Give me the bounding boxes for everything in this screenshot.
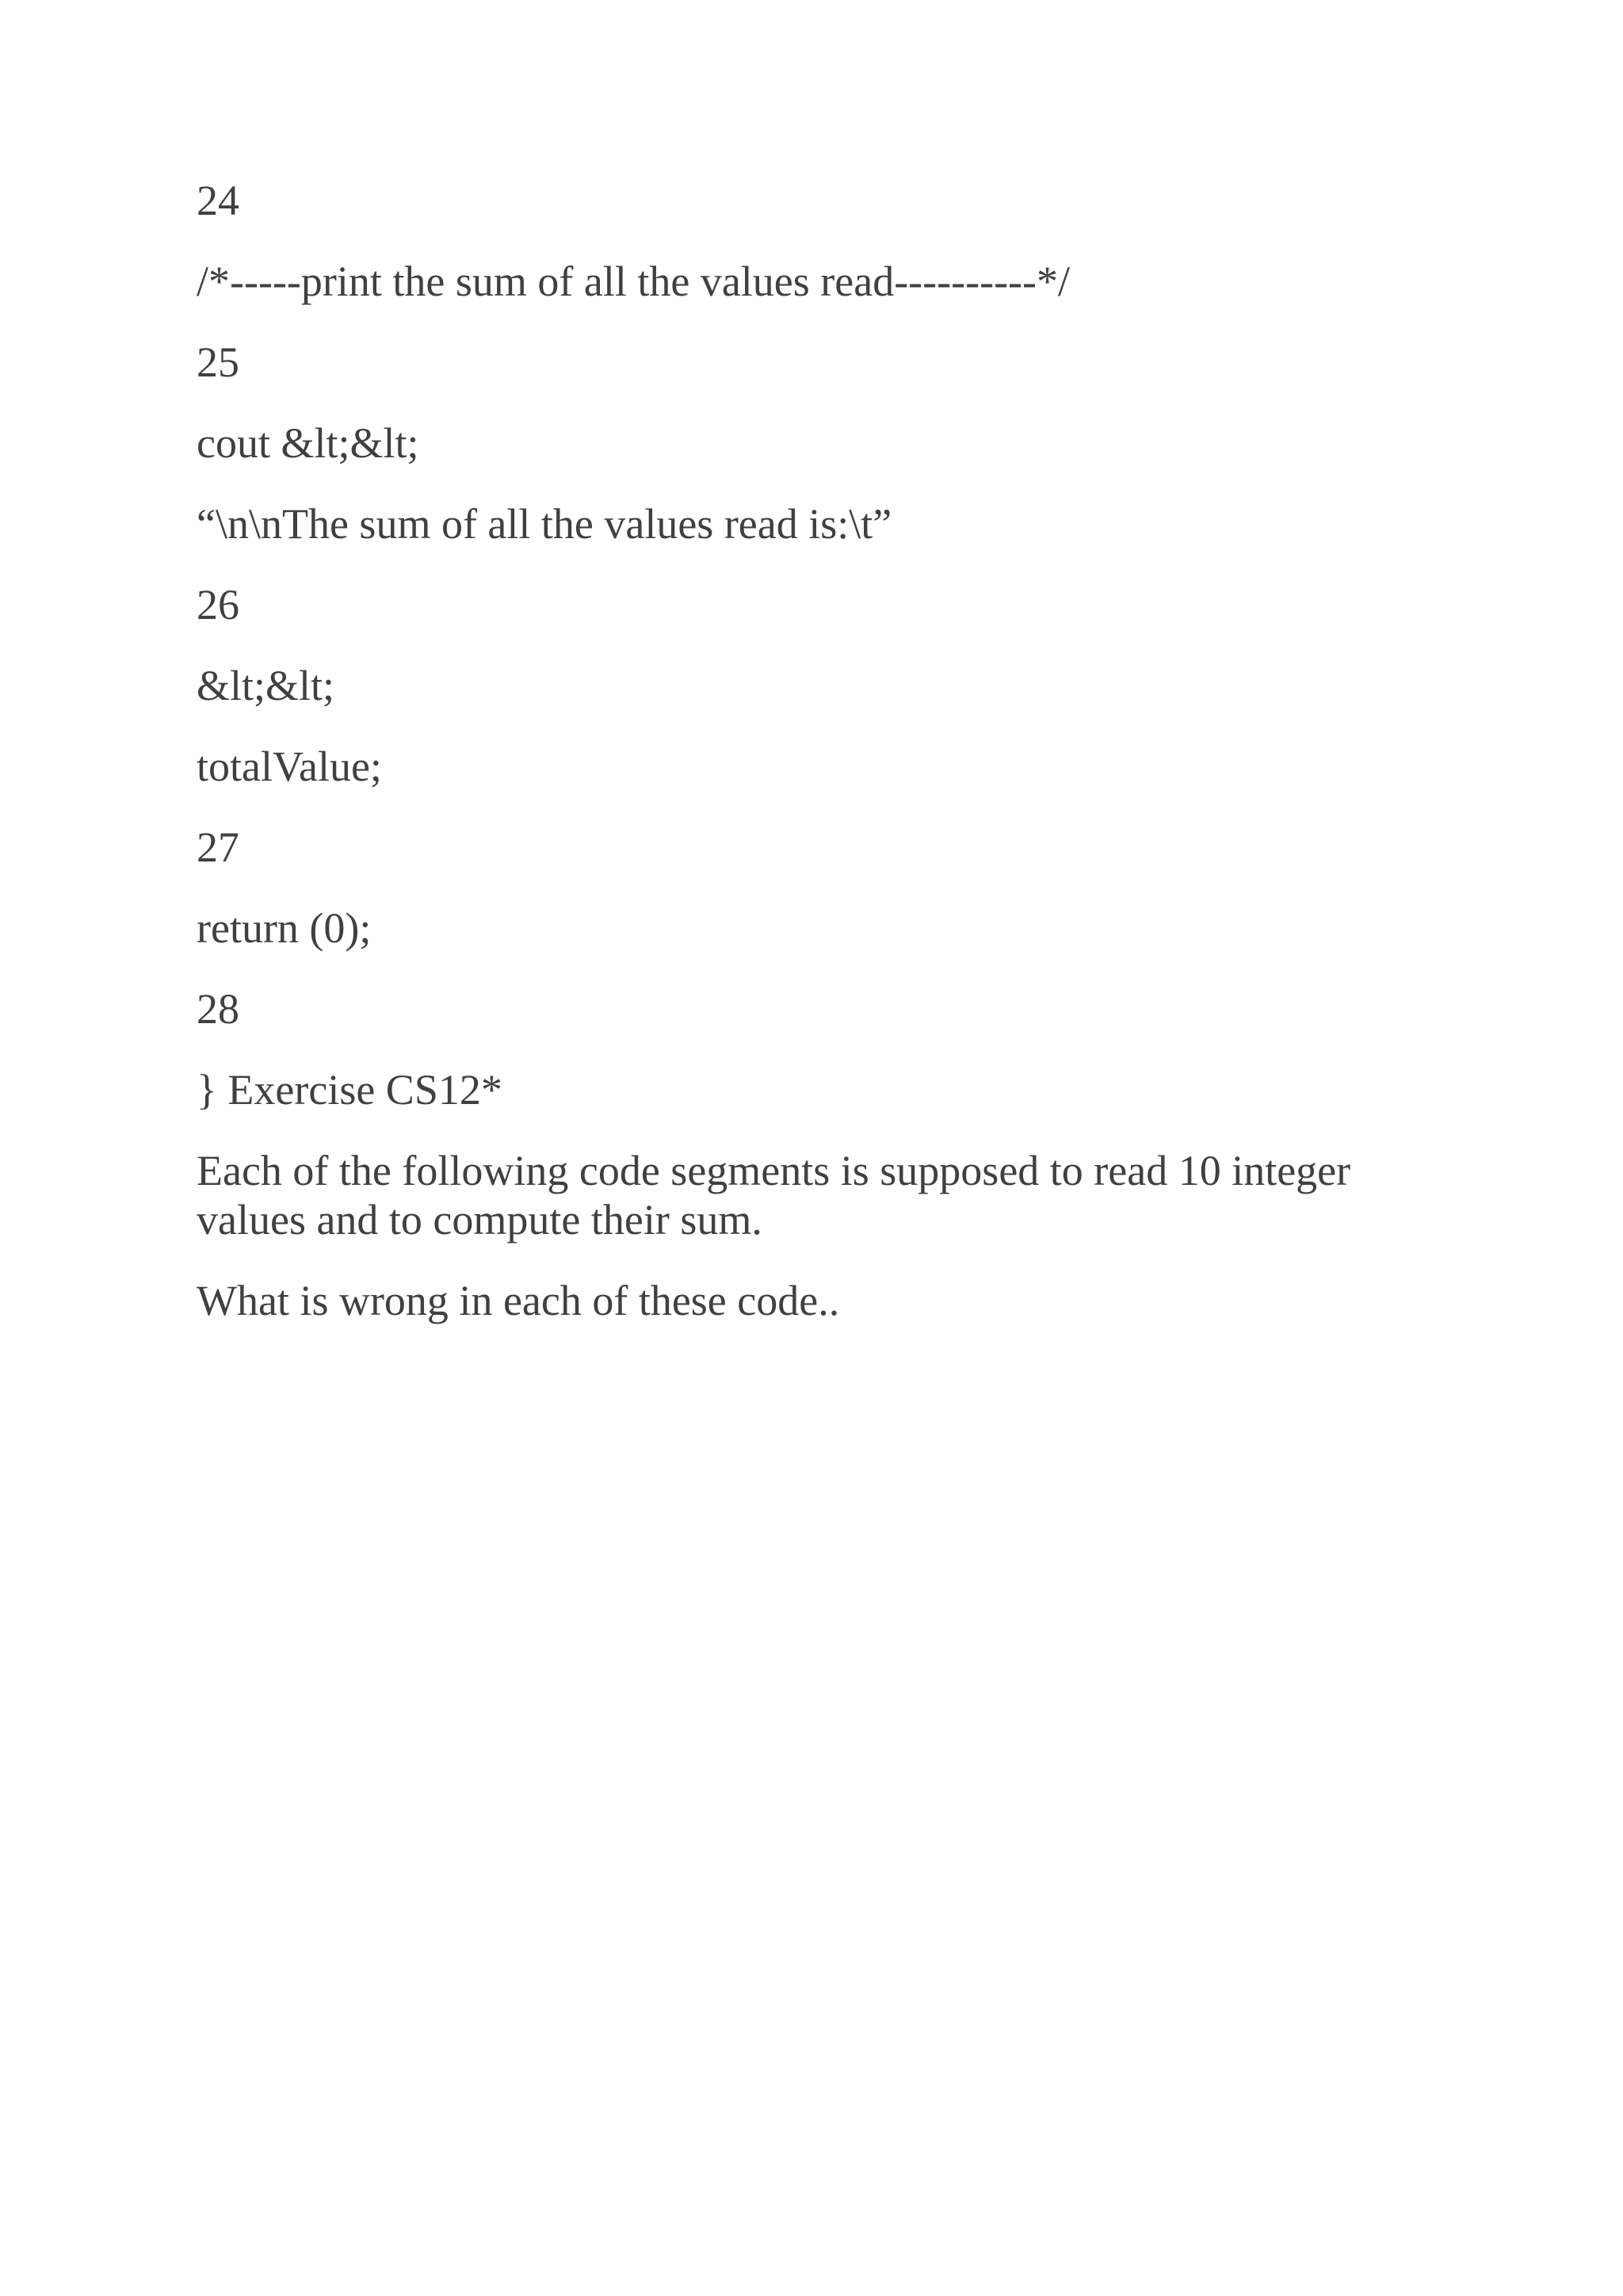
exercise-description: Each of the following code segments is supposed to read 10 integer values and to compute their sum. [197, 1147, 1351, 1244]
exercise-question: What is wrong in each of these code.. [197, 1277, 840, 1324]
document-content [197, 176, 1433, 1357]
line-number-24: 24 [197, 177, 239, 224]
code-operator-line: &lt;&lt; [197, 662, 335, 709]
line-number-26: 26 [197, 581, 239, 628]
code-total-value-line: totalValue; [197, 743, 382, 790]
line-number-28: 28 [197, 985, 239, 1033]
code-return-line: return (0); [197, 904, 372, 952]
line-number-27: 27 [197, 823, 239, 871]
exercise-heading: } Exercise CS12* [197, 1066, 502, 1114]
code-string-line: “\n\nThe sum of all the values read is:\t” [197, 500, 892, 548]
line-number-25: 25 [197, 338, 239, 386]
code-comment-line: /*-----print the sum of all the values read----------*/ [197, 258, 1071, 305]
code-cout-line: cout &lt;&lt; [197, 419, 419, 467]
